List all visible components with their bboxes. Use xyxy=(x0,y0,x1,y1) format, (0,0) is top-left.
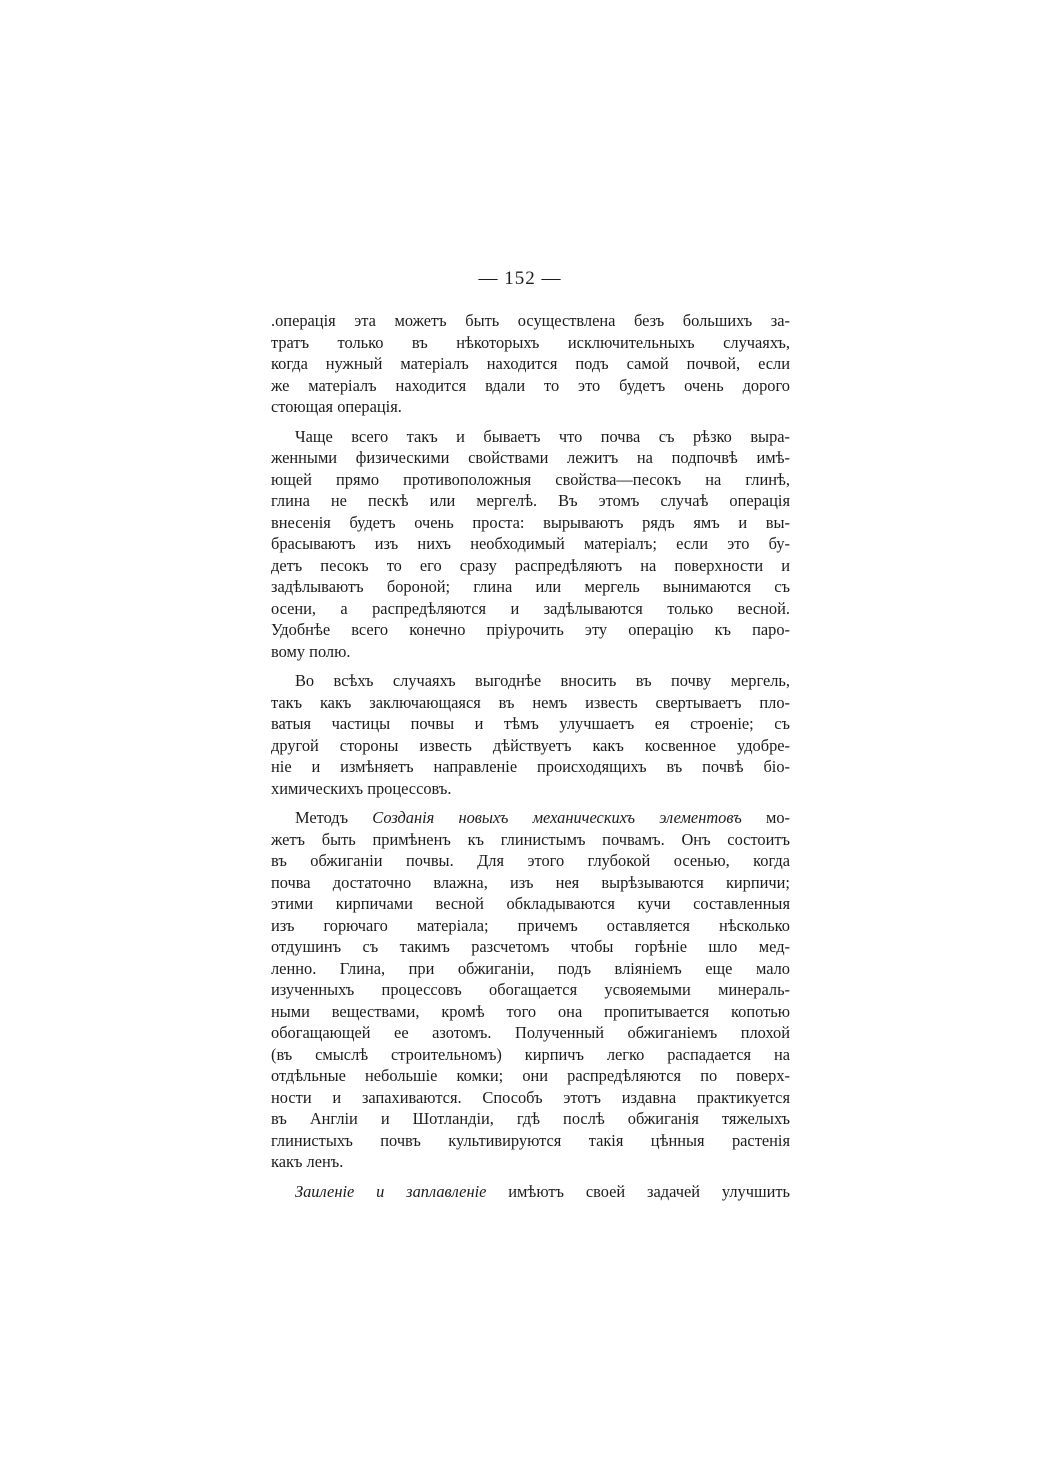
text-line: внесенія будетъ очень проста: вырываютъ рядъ ямъ и вы- xyxy=(271,512,790,532)
text-line: Чаще всего такъ и бываетъ что почва съ рѣзко выра- xyxy=(295,426,790,446)
text-line: тратъ только въ нѣкоторыхъ исключительныхъ случаяхъ, xyxy=(271,332,790,352)
text-line: какъ ленъ. xyxy=(271,1152,344,1171)
text-run: мо- xyxy=(741,808,790,827)
text-line: когда нужный матеріалъ находится подъ самой почвой, если xyxy=(271,354,790,373)
italic-term: Заиленіе и заплавленіе xyxy=(295,1181,487,1201)
paragraph-1 xyxy=(271,310,790,418)
text-run: имѣютъ своей задачей улучшить xyxy=(486,1181,790,1201)
text-line: детъ песокъ то его сразу распредѣляютъ на поверхности и xyxy=(271,555,790,575)
text-line: изученныхъ процессовъ обогащается усвояемыми минераль- xyxy=(271,980,790,999)
paragraph-3 xyxy=(271,670,790,799)
text-line: изъ горючаго матеріала; причемъ оставляется нѣсколько xyxy=(271,915,790,935)
text-line: этими кирпичами весной обкладываются кучи составленныя xyxy=(271,894,790,913)
text-line: обогащающей ее азотомъ. Полученный обжиганіемъ плохой xyxy=(271,1023,790,1042)
text-line: другой стороны известь дѣйствуетъ какъ косвенное удобре- xyxy=(271,735,790,755)
text-line: ющей прямо противоположныя свойства—песокъ на глинѣ, xyxy=(271,469,790,489)
text-line: въ обжиганіи почвы. Для этого глубокой осенью, когда xyxy=(271,851,790,870)
text-line: ности и запахиваются. Способъ этотъ издавна практикуется xyxy=(271,1087,790,1107)
paragraph-4 xyxy=(271,807,790,1173)
text-line: же матеріалъ находится вдали то это будетъ очень дорого xyxy=(271,375,790,395)
italic-term: Созданія новыхъ механическихъ элементовъ xyxy=(372,808,742,827)
text-line: (въ смыслѣ строительномъ) кирпичъ легко распадается на xyxy=(271,1044,790,1064)
paragraph-5 xyxy=(271,1181,790,1203)
text-line: брасываютъ изъ нихъ необходимый матеріалъ; если это бу- xyxy=(271,534,790,553)
text-line: ными веществами, кромѣ того она пропитывается копотью xyxy=(271,1001,790,1021)
text-line: вому полю. xyxy=(271,641,351,661)
text-line: жетъ быть примѣненъ къ глинистымъ почвамъ. Онъ состоитъ xyxy=(271,829,790,849)
text-line: задѣлываютъ бороной; глина или мергель вынимаются съ xyxy=(271,577,790,596)
text-line: .операція эта можетъ быть осуществлена безъ большихъ за- xyxy=(271,311,790,330)
text-line: въ Англіи и Шотландіи, гдѣ послѣ обжиганія тяжелыхъ xyxy=(271,1109,790,1128)
text-line: Во всѣхъ случаяхъ выгоднѣе вносить въ почву мергель, xyxy=(295,671,790,690)
text-line: химическихъ процессовъ. xyxy=(271,778,452,798)
paragraph-2 xyxy=(271,426,790,663)
text-line: стоющая операція. xyxy=(271,397,402,416)
text-line: ленно. Глина, при обжиганіи, подъ вліяніемъ еще мало xyxy=(271,958,790,978)
page-number: — 152 — xyxy=(478,268,562,289)
text-line xyxy=(271,807,790,829)
text-run: Методъ xyxy=(295,808,373,827)
text-line: Удобнѣе всего конечно пріурочить эту операцію къ паро- xyxy=(271,620,790,639)
text-line: отдѣльные небольшіе комки; они распредѣляются по поверх- xyxy=(271,1066,790,1085)
text-line: женными физическими свойствами лежитъ на подпочвѣ имѣ- xyxy=(271,448,790,467)
text-line: осени, а распредѣляются и задѣлываются только весной. xyxy=(271,598,790,618)
text-line: отдушинъ съ такимъ разсчетомъ чтобы горѣніе шло мед- xyxy=(271,937,790,956)
text-line: ватыя частицы почвы и тѣмъ улучшаетъ ея строеніе; съ xyxy=(271,714,790,733)
text-line xyxy=(271,1181,790,1203)
text-line: глина не пескѣ или мергелѣ. Въ этомъ случаѣ операція xyxy=(271,491,790,510)
body-text xyxy=(271,310,790,1202)
text-line: такъ какъ заключающаяся въ немъ известь свертываетъ пло- xyxy=(271,692,790,712)
text-line: ніе и измѣняетъ направленіе происходящихъ въ почвѣ біо- xyxy=(271,757,790,776)
text-line: глинистыхъ почвъ культивируются такія цѣнныя растенія xyxy=(271,1130,790,1150)
text-line: почва достаточно влажна, изъ нея вырѣзываются кирпичи; xyxy=(271,872,790,892)
